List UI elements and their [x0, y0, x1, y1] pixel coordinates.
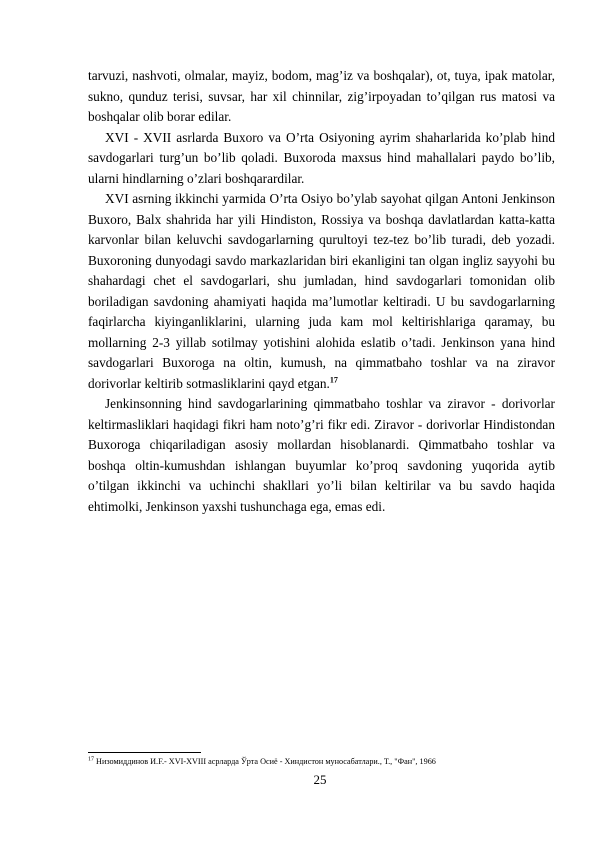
paragraph-1-text: tarvuzi, nashvoti, olmalar, mayiz, bodom, mag’iz va boshqalar), ot, tuya, ipak matolar, sukno, qunduz terisi, suvsar, har xil chinnilar, zig’irpoyadan to’qilgan rus matosi va boshqalar olib borar edilar. — [88, 68, 555, 124]
paragraph-2-text: XVI - XVII asrlarda Buxoro va O’rta Osiyoning ayrim shaharlarida ko’plab hind savdogarlari turg’un bo’lib qoladi. Buxoroda maxsus hind mahallalari paydo bo’lib, ularni hindlarning o’zlari boshqarardilar. — [88, 129, 555, 186]
footnote-text: Низомиддинов И.F.- XVI-XVIII асрларда Ўрта Осиё - Хиндистон муносабатлари., Т., "Фан", 1966 — [96, 757, 436, 766]
body-text — [88, 66, 555, 517]
footnote-separator — [88, 752, 201, 753]
footnote — [88, 756, 555, 767]
paragraph-4-text: Jenkinsonning hind savdogarlarining qimmatbaho toshlar va ziravor - dorivorlar keltirmasliklari haqidagi fikri ham noto’g’ri fikr edi. Ziravor - dorivorlar Hindistondan Buxoroga chiqariladigan asosiy mollardan hisoblanardi. Qimmatbaho toshlar va boshqa oltin-kumushdan ishlangan buyumlar ko’proq savdoning yuqorida aytib o’tilgan ikkinchi va uchinchi shakllari yo’li bilan keltirilar va bu savdo haqida ehtimolki, Jenkinson yaxshi tushunchaga ega, emas edi. — [88, 396, 555, 514]
paragraph-2 — [88, 128, 555, 190]
footnote-number: 17 — [88, 756, 94, 763]
paragraph-1 — [88, 66, 555, 128]
paragraph-3 — [88, 189, 555, 394]
page-number: 25 — [313, 772, 327, 787]
paragraph-3-text: XVI asrning ikkinchi yarmida O’rta Osiyo bo’ylab sayohat qilgan Antoni Jenkinson Buxoro, Balx shahrida har yili Hindiston, Rossiya va boshqa davlatlardan katta-katta karvonlar bilan keluvchi savdogarlarning qurultoyi tez-tez bo’lib turadi, deb yozadi. Buxoroning dunyodagi savdo markazlaridan biri ekanligini tan olgan ingliz sayyohi bu shahardagi chet el savdogarlari, shu jumladan, hind savdogarlari tomonidan olib boriladigan savdoning ahamiyati haqida ma’lumotlar keltiradi. U bu savdogarlarning faqirlarcha kiyinganliklarini, ularning juda kam mol keltirishlariga qaramay, bu mollarning 2-3 yillab sotilmay yotishini alohida eslatib o’tadi. Jenkinson yana hind savdogarlari Buxoroga na oltin, kumush, na qimmatbaho toshlar va na ziravor dorivorlar keltirib sotmasliklarini qayd etgan. — [88, 191, 555, 391]
footnote-reference[interactable]: 17 — [329, 375, 338, 385]
paragraph-4 — [88, 394, 555, 517]
